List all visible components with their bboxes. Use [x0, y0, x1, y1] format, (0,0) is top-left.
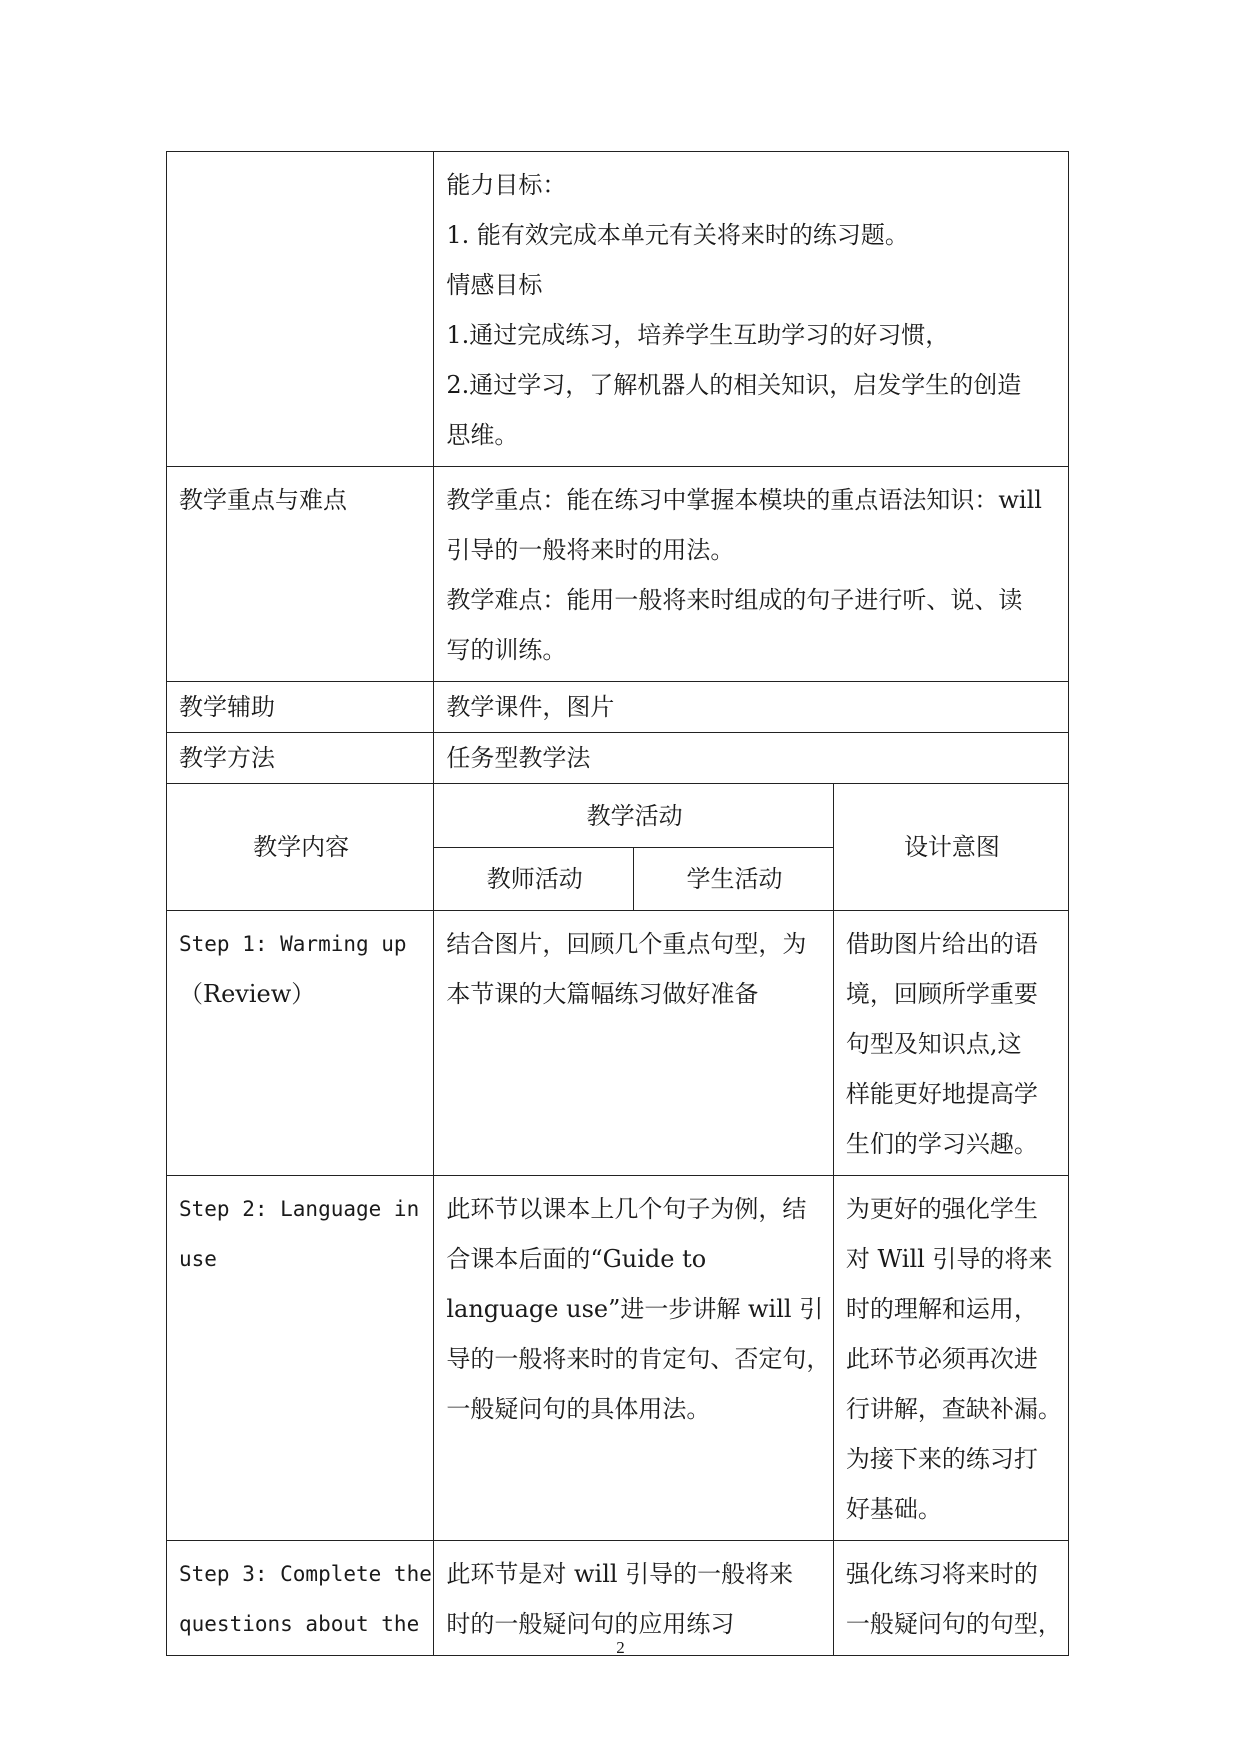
goals-row: [167, 152, 1069, 467]
goals-line: 1. 能有效完成本单元有关将来时的练习题。: [446, 221, 909, 249]
step-intent-line: 行讲解，查缺补漏。: [845, 1395, 1062, 1423]
step-label-line: use: [179, 1247, 217, 1271]
focus-row: [167, 467, 1069, 682]
lesson-plan-table: [166, 151, 1069, 1656]
step-label-cell: [167, 911, 434, 1176]
step-intent-line: 句型及知识点,这: [845, 1030, 1022, 1058]
step-activity-line: 时的一般疑问句的应用练习: [446, 1610, 735, 1638]
focus-line: 引导的一般将来时的用法。: [446, 536, 735, 564]
step-intent-cell: [833, 1176, 1068, 1541]
focus-line: 教学难点：能用一般将来时组成的句子进行听、说、读: [446, 586, 1023, 614]
step-intent-line: 一般疑问句的句型，: [845, 1610, 1062, 1638]
step-label-line: Step 2: Language in: [179, 1197, 420, 1221]
step-intent-line: 强化练习将来时的: [845, 1560, 1038, 1588]
step-activity-line: 本节课的大篇幅练习做好准备: [446, 980, 759, 1008]
header-activities: 教学活动: [434, 784, 834, 848]
aids-value: 教学课件，图片: [434, 682, 1069, 733]
step-intent-cell: [833, 911, 1068, 1176]
step-row: [167, 1176, 1069, 1541]
step-label-line: Step 3: Complete the: [179, 1562, 432, 1586]
method-label: 教学方法: [167, 733, 434, 784]
step-intent-line: 样能更好地提高学: [845, 1080, 1038, 1108]
step-activity-cell: [434, 911, 834, 1176]
focus-content-cell: [434, 467, 1069, 682]
goals-line: 能力目标：: [446, 171, 567, 199]
step-intent-line: 为接下来的练习打: [845, 1445, 1038, 1473]
aids-row: [167, 682, 1069, 733]
step-activity-line: 导的一般将来时的肯定句、否定句，: [446, 1345, 831, 1373]
step-intent-line: 境，回顾所学重要: [845, 980, 1038, 1008]
goals-content-cell: [434, 152, 1069, 467]
goals-label-cell: [167, 152, 434, 467]
step-activity-line: 结合图片，回顾几个重点句型，为: [446, 930, 807, 958]
header-teacher: 教师活动: [434, 848, 634, 911]
step-label-line: Step 1: Warming up: [179, 932, 407, 956]
aids-label: 教学辅助: [167, 682, 434, 733]
header-student: 学生活动: [634, 848, 834, 911]
focus-line: 教学重点：能在练习中掌握本模块的重点语法知识：will: [446, 486, 1042, 514]
step-intent-line: 借助图片给出的语: [845, 930, 1038, 958]
step-row: [167, 911, 1069, 1176]
step-label-cell: [167, 1176, 434, 1541]
step-activity-line: 此环节是对 will 引导的一般将来: [446, 1560, 794, 1588]
goals-line: 情感目标: [446, 271, 543, 299]
method-value: 任务型教学法: [434, 733, 1069, 784]
method-row: [167, 733, 1069, 784]
focus-line: 写的训练。: [446, 636, 567, 664]
step-intent-line: 时的理解和运用，: [845, 1295, 1038, 1323]
step-label-line: （Review）: [179, 980, 316, 1008]
header-intent: 设计意图: [833, 784, 1068, 911]
focus-label: 教学重点与难点: [167, 467, 434, 682]
header-row-top: [167, 784, 1069, 848]
step-intent-line: 好基础。: [845, 1495, 942, 1523]
goals-line: 思维。: [446, 421, 519, 449]
step-activity-line: 一般疑问句的具体用法。: [446, 1395, 711, 1423]
step-activity-line: 合课本后面的“Guide to: [446, 1245, 707, 1273]
step-activity-cell: [434, 1176, 834, 1541]
goals-line: 2.通过学习，了解机器人的相关知识，启发学生的创造: [446, 371, 1022, 399]
step-activity-line: 此环节以课本上几个句子为例，结: [446, 1195, 807, 1223]
step-label-line: questions about the: [179, 1612, 420, 1636]
step-intent-line: 对 Will 引导的将来: [845, 1245, 1053, 1273]
goals-line: 1.通过完成练习，培养学生互助学习的好习惯，: [446, 321, 950, 349]
step-intent-line: 此环节必须再次进: [845, 1345, 1038, 1373]
header-content: 教学内容: [167, 784, 434, 911]
step-intent-line: 生们的学习兴趣。: [845, 1130, 1038, 1158]
page-number: 2: [616, 1638, 625, 1657]
step-intent-line: 为更好的强化学生: [845, 1195, 1038, 1223]
step-activity-line: language use”进一步讲解 will 引: [446, 1295, 824, 1323]
